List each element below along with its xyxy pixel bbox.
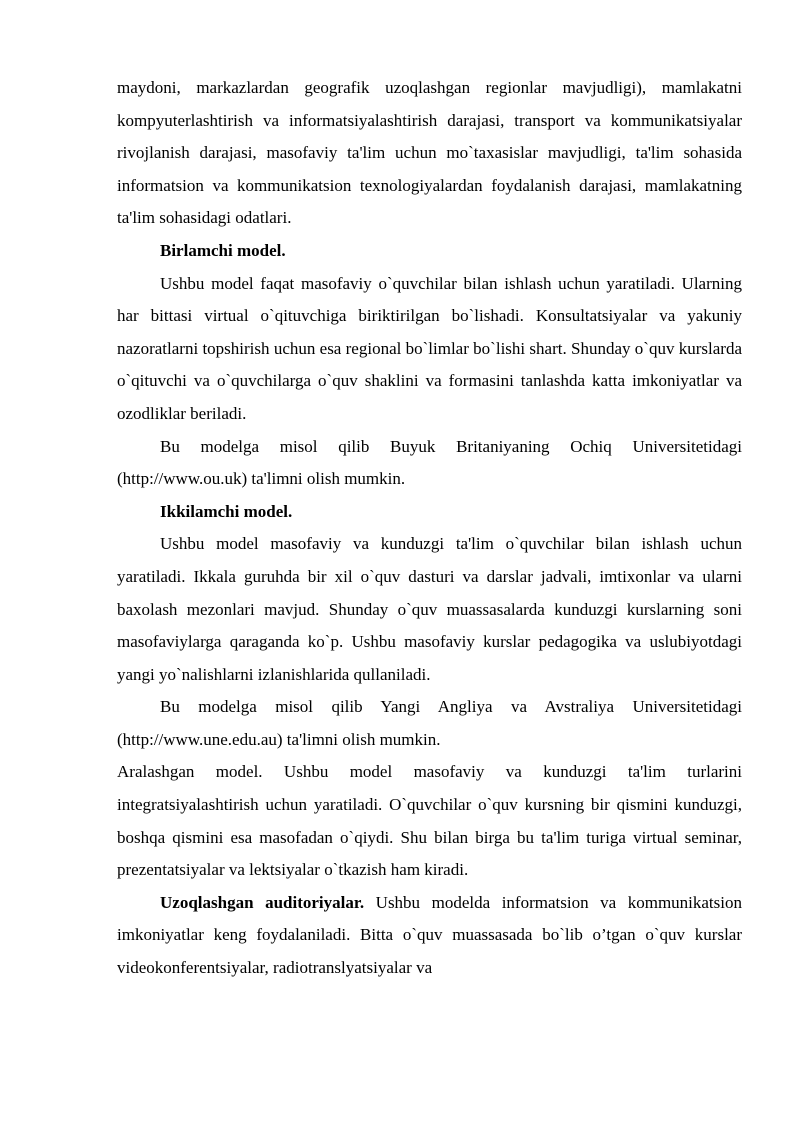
heading-ikkilamchi-model: Ikkilamchi model.	[160, 501, 293, 521]
heading-uzoqlashgan-auditoriyalar: Uzoqlashgan auditoriyalar.	[160, 892, 365, 912]
paragraph-birlamchi-example: Bu modelga misol qilib Buyuk Britaniyaning Ochiq Universitetidagi (http://www.ou.uk) ta'limni olish mumkin.	[117, 436, 742, 489]
document-body	[117, 72, 742, 985]
paragraph-aralashgan-model: Aralashgan model. Ushbu model masofaviy va kunduzgi ta'lim turlarini integratsiyalashtirish uchun yaratiladi. O`quvchilar o`quv kursning bir qismini kunduzgi, boshqa qismini esa masofadan o`qiydi. Shu bilan birga bu ta'lim turiga virtual seminar, prezentatsiyalar va lektsiyalar o`tkazish ham kiradi.	[117, 762, 742, 880]
heading-birlamchi-model: Birlamchi model.	[160, 240, 286, 260]
paragraph-ikkilamchi-model: Ushbu model masofaviy va kunduzgi ta'lim o`quvchilar bilan ishlash uchun yaratiladi. Ikkala guruhda bir xil o`quv dasturi va darslar jadvali, imtixonlar va ularni baxolash mezonlari mavjud. Shunday o`quv muassasalarda kunduzgi kurslarning soni masofaviylarga qaraganda ko`p. Ushbu masofaviy kurslar pedagogika va uslubiyotdagi yangi yo`nalishlarni izlanishlarida qullaniladi.	[117, 534, 742, 684]
paragraph-intro: maydoni, markazlardan geografik uzoqlashgan regionlar mavjudligi), mamlakatni kompyuterlashtirish va informatsiyalashtirish darajasi, transport va kommunikatsiyalar rivojlanish darajasi, masofaviy ta'lim uchun mo`taxasislar mavjudligi, ta'lim sohasida informatsion va kommunikatsion texnologiyalardan foydalanish darajasi, mamlakatning ta'lim sohasidagi odatlari.	[117, 78, 742, 228]
paragraph-uzoqlashgan-text: Ushbu modelda informatsion va kommunikatsion imkoniyatlar keng foydalaniladi. Bitta o`quv muassasada bo`lib o’tgan o`quv kurslar videokonferentsiyalar, radiotranslyatsiyalar va	[117, 892, 742, 978]
paragraph-birlamchi-model: Ushbu model faqat masofaviy o`quvchilar bilan ishlash uchun yaratiladi. Ularning har bittasi virtual o`qituvchiga biriktirilgan bo`lishadi. Konsultatsiyalar va yakuniy nazoratlarni topshirish uchun esa regional bo`limlar bo`lishi shart. Shunday o`quv kurslarda o`qituvchi va o`quvchilarga o`quv shaklini va formasini tanlashda katta imkoniyatlar va ozodliklar beriladi.	[117, 273, 742, 423]
paragraph-uzoqlashgan	[117, 887, 742, 985]
paragraph-ikkilamchi-example: Bu modelga misol qilib Yangi Angliya va Avstraliya Universitetidagi (http://www.une.edu.au) ta'limni olish mumkin.	[117, 697, 742, 749]
